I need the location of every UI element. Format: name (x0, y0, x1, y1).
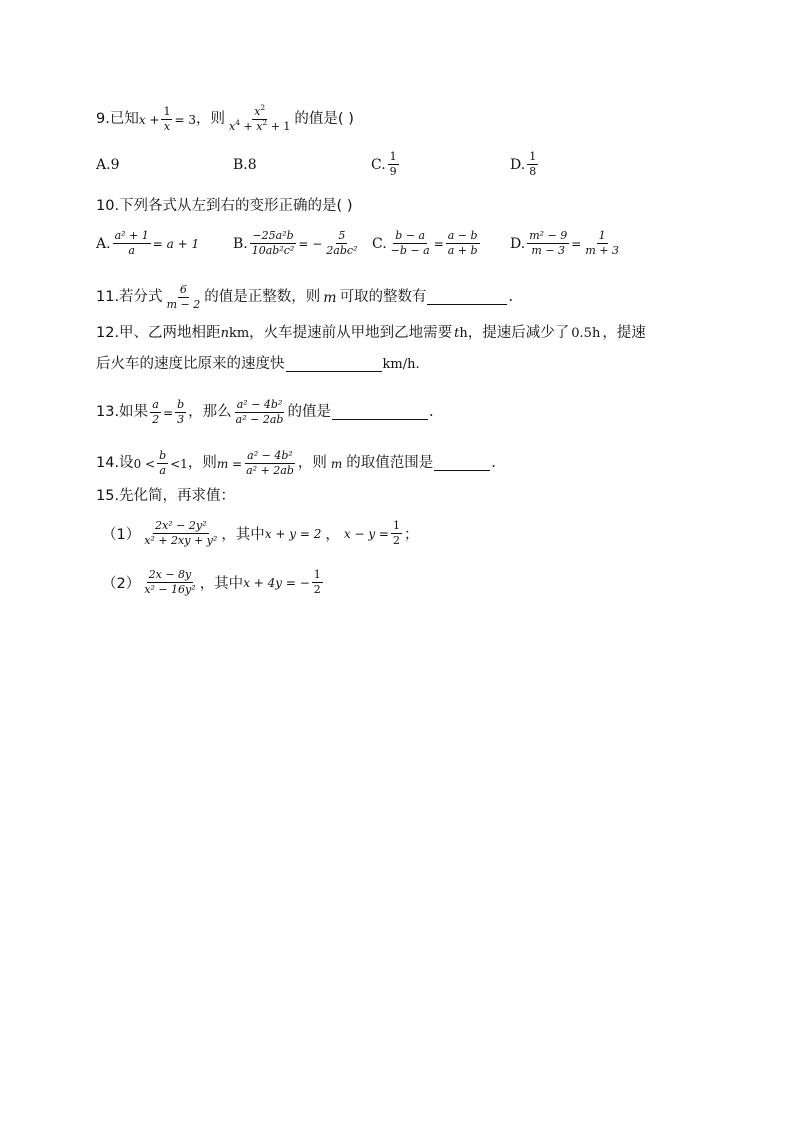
q9-cond: x + (138, 112, 160, 127)
q9-expression: $\frac{x^2}{x^4 + x^2 + 1}$ (229, 103, 291, 134)
question-10: 10.下列各式从左到右的变形正确的是( ) (96, 198, 353, 214)
q14-expression: $\frac{\text{a² − 4b²}}{\text{a² + 2ab}}$ (246, 449, 294, 478)
q10-option-d: D. $\frac{\text{m² − 9}}{m - 3}$ = $\frac{1}{m + 3}$ (510, 229, 619, 258)
q11-fraction: $\frac{6}{m - 2}$ (166, 283, 201, 312)
q10-option-a: A. $\frac{\text{a² + 1}}{a}$ = a + 1 (96, 229, 200, 258)
q10-option-c: C. $\frac{b - a}{-b - a}$ = $\frac{a - b}{a + b}$ (372, 229, 478, 258)
q13-answer-blank[interactable] (332, 405, 428, 420)
q9-option-d: D. $\frac{1}{8}$ (510, 150, 537, 179)
q15-part-1: （1） $\frac{\text{2x² − 2y²}}{\text{x² + 2xy + y²}}$ ，其中 x + y = 2 ， x − y = $\frac{1}{2}$ ； (102, 519, 419, 548)
question-14: 14.设 0 < $\frac{b}{a}$ <1 ，则 m = $\frac{\text{a² − 4b²}}{\text{a² + 2ab}}$ ，则 m 的取值范围是 . (96, 449, 496, 478)
question-15: 15.先化简，再求值： (96, 488, 236, 504)
q10-option-b: B. $\frac{\text{−25a²b}}{\text{10ab²c²}}$ = − $\frac{5}{\text{2abc²}}$ (233, 229, 358, 258)
q9-option-c: C. $\frac{1}{9}$ (371, 150, 397, 179)
q14-answer-blank[interactable] (434, 456, 490, 471)
q9-tail: 的值是( ) (294, 111, 354, 128)
q15-part-2: （2） $\frac{2x - 8y}{\text{x² − 16y²}}$ ，其中 x + 4y = − $\frac{1}{2}$ (102, 568, 321, 597)
q9-cond-end: = 3 (174, 112, 196, 127)
q11-answer-blank[interactable] (427, 290, 507, 305)
q9-option-b: B. 8 (233, 157, 257, 173)
question-9 (96, 103, 714, 134)
q9-cond-frac: $\frac{1}{x}$ (163, 105, 171, 134)
q9-mid: ，则 (196, 111, 225, 128)
question-12-line-1: 12.甲、乙两地相距 n km ，火车提速前从甲地到乙地需要 t h ，提速后减少了 0.5h ，提速 (96, 325, 646, 341)
q12-answer-blank[interactable] (286, 357, 382, 372)
question-13: 13.如果 $\frac{a}{2}$ = $\frac{b}{3}$ ，那么 $\frac{\text{a² − 4b²}}{\text{a² − 2ab}}$ 的值是 . (96, 398, 434, 427)
question-11: 11.若分式 $\frac{6}{m - 2}$ 的值是正整数，则 m 可取的整数有 . (96, 283, 514, 312)
question-12-line-2: 后火车的速度比原来的速度快 km/h. (96, 356, 420, 373)
q9-lead: 9.已知 (96, 111, 139, 128)
q9-option-a: A. 9 (96, 157, 120, 173)
q13-expression: $\frac{\text{a² − 4b²}}{\text{a² − 2ab}}$ (235, 398, 284, 427)
